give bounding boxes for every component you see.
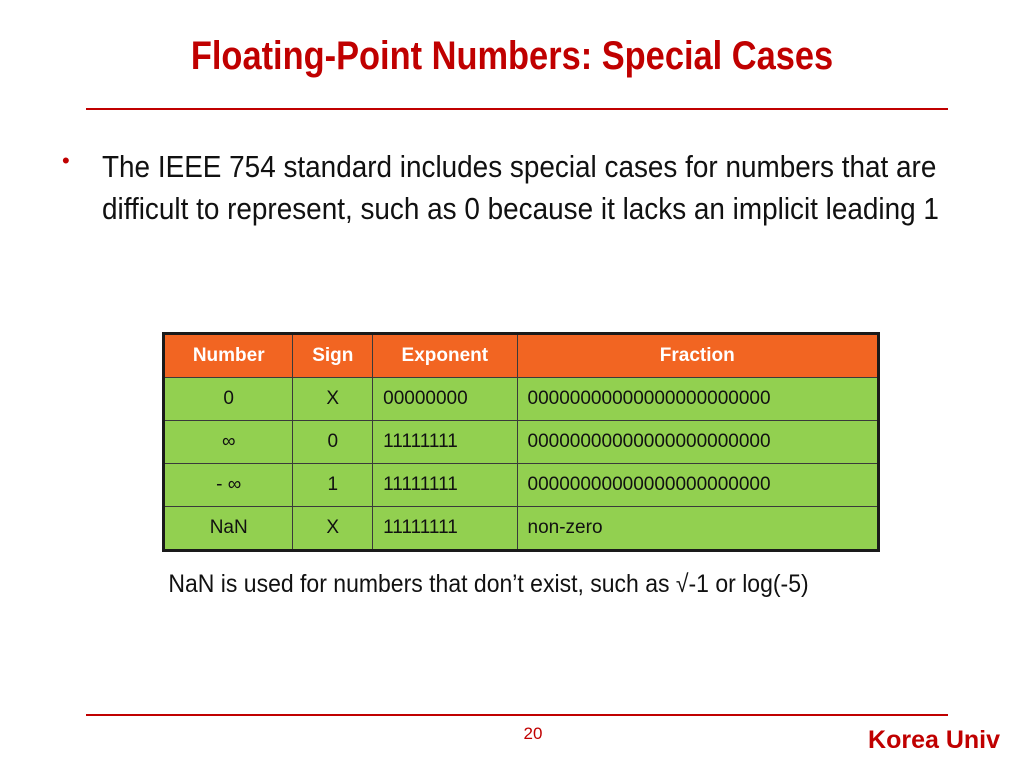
cell-sign: 1	[293, 464, 373, 507]
cell-fraction: 00000000000000000000000	[517, 378, 878, 421]
cell-sign: 0	[293, 421, 373, 464]
cell-fraction: 00000000000000000000000	[517, 421, 878, 464]
table-row	[164, 378, 879, 421]
header-number: Number	[164, 334, 293, 378]
header-exponent: Exponent	[373, 334, 517, 378]
nan-note: NaN is used for numbers that don’t exist, such as √-1 or log(-5)	[168, 570, 809, 598]
cell-number: NaN	[164, 507, 293, 551]
slide-title: Floating-Point Numbers: Special Cases	[190, 34, 834, 78]
cell-exponent: 11111111	[373, 421, 517, 464]
bullet-item	[62, 146, 992, 230]
header-sign: Sign	[293, 334, 373, 378]
table-row	[164, 421, 879, 464]
page-number: 20	[523, 724, 543, 743]
special-cases-table	[162, 332, 880, 552]
bullet-marker: •	[62, 148, 70, 173]
table-row	[164, 464, 879, 507]
cell-number: 0	[164, 378, 293, 421]
footer-brand: Korea Univ	[868, 726, 1000, 754]
cell-exponent: 11111111	[373, 507, 517, 551]
cell-exponent: 00000000	[373, 378, 517, 421]
table-header-row	[164, 334, 879, 378]
cell-number: - ∞	[164, 464, 293, 507]
cell-fraction: non-zero	[517, 507, 878, 551]
cell-sign: X	[293, 378, 373, 421]
table-row	[164, 507, 879, 551]
footer-divider	[86, 714, 948, 716]
cell-number: ∞	[164, 421, 293, 464]
title-divider	[86, 108, 948, 110]
cell-exponent: 11111111	[373, 464, 517, 507]
cell-fraction: 00000000000000000000000	[517, 464, 878, 507]
cell-sign: X	[293, 507, 373, 551]
header-fraction: Fraction	[517, 334, 878, 378]
bullet-text: The IEEE 754 standard includes special cases for numbers that are difficult to represent, such as 0 because it lacks an implicit leading 1	[102, 149, 939, 226]
